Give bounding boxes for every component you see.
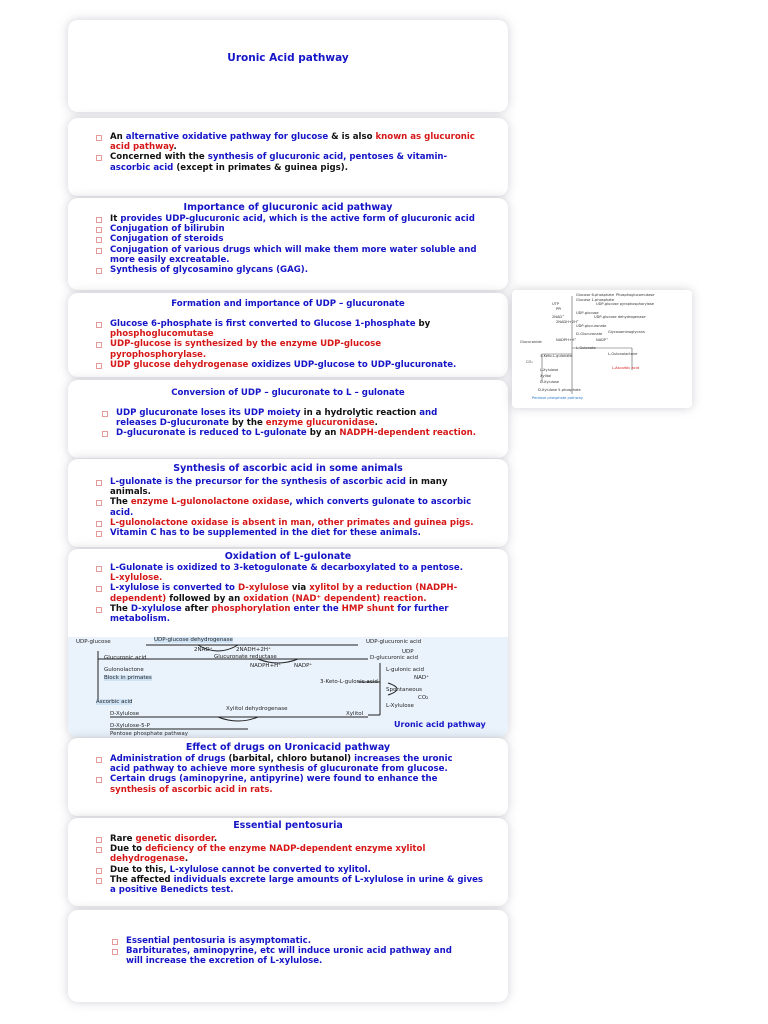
bullet-item	[94, 245, 484, 265]
slide-pentosuria-notes	[68, 910, 508, 1002]
bullet-text: phosphorylation	[211, 603, 291, 614]
bullet-item	[94, 214, 484, 224]
side-diagram-label: L-Ascorbic acid	[612, 366, 639, 370]
diagram-label: Gulonolactone	[104, 667, 144, 673]
bullet-text: NADPH-dependent reaction.	[339, 428, 477, 439]
slide-heading: Oxidation of L-gulonate	[224, 551, 352, 562]
bullet-text: UDP-glucose is synthesized by the enzyme UDP-glucose pyrophosphorylase.	[110, 339, 382, 360]
slide-udp-conversion	[68, 380, 508, 458]
bullet-item	[94, 834, 484, 844]
bullet-item	[100, 428, 480, 438]
slide-oxidation	[68, 549, 508, 737]
slide-heading: Formation and importance of UDP – glucuronate	[171, 299, 405, 309]
bullet-text: L-gulonate is the precursor for the synthesis of ascorbic acid	[110, 477, 406, 487]
side-diagram-label: Glucose 6-phosphate	[576, 293, 615, 297]
bullet-text: synthesis of ascorbic acid in rats.	[110, 784, 273, 795]
side-diagram-label: Phosphoglucomutase	[616, 293, 655, 297]
side-diagram-label: D-Xylulose 5-phosphate	[538, 388, 581, 392]
side-diagram-label: UDP-glucose	[576, 311, 599, 315]
bullet-text: enter the	[290, 603, 342, 614]
bullet-list	[94, 132, 484, 173]
bullet-text: which will make them more water soluble and more easily excreatable.	[110, 244, 477, 265]
bullet-text: L-xylulose cannot be converted to xylitol.	[169, 864, 371, 875]
side-diagram-label: NADPH+H⁺	[556, 338, 577, 342]
bullet-text: Due to this,	[110, 864, 170, 875]
side-diagram-label: UDP-glucose dehydrogenase	[594, 315, 646, 319]
bullet-text: and releases D-glucuronate	[116, 408, 438, 429]
bullet-text: D-xylulose	[130, 603, 182, 614]
bullet-text: UDP glucose dehydrogenase	[110, 359, 249, 370]
bullet-text: Barbiturates, aminopyrine, etc will induce uronic acid pathway and will increase the excretion of L-xylulose.	[126, 946, 452, 967]
slide-drugs	[68, 738, 508, 816]
bullet-item	[94, 265, 484, 275]
bullet-item	[94, 604, 474, 624]
bullet-text: by	[415, 319, 431, 329]
bullet-item	[94, 339, 474, 359]
bullet-text: The	[110, 603, 131, 614]
bullet-list	[94, 754, 474, 795]
bullet-item	[94, 319, 474, 339]
diagram-label: 2NADH+2H⁺	[236, 647, 271, 653]
bullet-text: L-gulonolactone oxidase is absent in man, other primates and guinea pigs.	[110, 517, 474, 528]
bullet-text: synthesis of glucuronic acid, pentoses & vitamin-ascorbic acid	[110, 152, 448, 173]
bullet-text: Conjugation of steroids	[110, 234, 224, 245]
diagram-label: D-glucuronic acid	[370, 655, 418, 661]
bullet-text: D-xylulose	[237, 583, 289, 594]
side-diagram-label: NADP⁺	[596, 338, 608, 342]
bullet-text: Concerned with the	[110, 152, 208, 163]
bullet-item	[94, 152, 484, 172]
diagram-label: NAD⁺	[414, 675, 430, 681]
side-diagram-label: UTP	[552, 302, 559, 306]
slide-heading: Essential pentosuria	[233, 820, 343, 831]
diagram-label: L-Xylulose	[386, 703, 414, 709]
bullet-item	[94, 497, 484, 517]
bullet-text: via	[288, 583, 310, 594]
bullet-text: xylitol by a reduction (NADPH-dependent)	[110, 583, 458, 604]
bullet-text: .	[213, 834, 218, 844]
diagram-label: Spontaneous	[386, 687, 422, 693]
diagram-label: Pentose phosphate pathway	[110, 731, 188, 737]
bullet-text: provides UDP-glucuronic acid, which is the active form of glucuronic acid	[120, 214, 475, 224]
bullet-text: L-Gulonate is oxidized to 3-ketogulonate & decarboxylated to a pentose.	[110, 563, 464, 573]
bullet-text: genetic disorder	[135, 834, 214, 844]
bullet-text: UDP glucuronate loses its UDP moiety	[116, 408, 301, 418]
bullet-list	[94, 477, 484, 538]
bullet-text: Due to	[110, 844, 146, 855]
side-diagram-label: 3-Keto-L-gulonate	[540, 354, 573, 358]
diagram-label: 2NAD⁺	[194, 647, 213, 653]
bullet-item	[94, 865, 484, 875]
side-pathway-diagram	[512, 290, 692, 408]
slide-heading: Effect of drugs on Uronicacid pathway	[185, 742, 391, 753]
bullet-item	[94, 528, 484, 538]
uronic-pathway-diagram	[68, 637, 508, 737]
side-diagram-label: 2NADH+2H⁺	[556, 320, 579, 324]
side-diagram-label: L-Gulonate	[576, 346, 596, 350]
slide-heading: Conversion of UDP – glucuronate to L – gulonate	[171, 388, 405, 398]
bullet-text: individuals excrete large amounts of L-xylulose in urine & gives a positive Benedicts test.	[110, 874, 484, 896]
bullet-text: by the	[228, 418, 266, 429]
bullet-text: (except in primates & guinea pigs).	[173, 162, 348, 173]
bullet-text: alternative oxidative pathway for glucose	[125, 132, 329, 142]
side-diagram-label: UDP-glucose pyrophosphorylase	[596, 302, 655, 306]
bullet-item	[94, 477, 484, 497]
bullet-item	[94, 360, 474, 370]
bullet-item	[110, 946, 470, 966]
bullet-item	[94, 563, 474, 583]
bullet-text: Essential pentosuria is asymptomatic.	[126, 936, 312, 946]
bullet-text: Vitamin C has to be supplemented in the diet for these animals.	[110, 528, 421, 539]
bullet-item	[94, 875, 484, 895]
bullet-item	[94, 234, 484, 244]
bullet-text: by an	[306, 428, 340, 439]
bullet-list	[94, 834, 484, 895]
diagram-label: Xylitol	[346, 711, 364, 717]
bullet-text: , which converts gulonate to ascorbic acid.	[110, 497, 472, 518]
side-diagram-label: Xylitol	[540, 374, 552, 378]
bullet-text: increases the uronic acid pathway to achieve more synthesis of glucuronate from glucose.	[110, 754, 453, 775]
bullet-text: The affected	[110, 874, 174, 885]
bullet-text: in a hydrolytic reaction	[300, 408, 420, 418]
bullet-text: Administration of drugs	[110, 754, 226, 764]
diagram-label: UDP-glucose	[76, 639, 111, 645]
bullet-list	[110, 936, 470, 967]
bullet-text: (barbital, chloro butanol)	[225, 754, 355, 764]
diagram-label: CO₂	[418, 695, 429, 701]
side-diagram-label: D-Xylulose	[540, 380, 560, 384]
bullet-text: for further metabolism.	[110, 603, 449, 625]
page-title: Uronic Acid pathway	[227, 52, 349, 64]
bullet-text: Glucose 6-phosphate is first converted to Glucose 1-phosphate	[110, 319, 416, 329]
diagram-label: Glucuronic acid	[104, 655, 147, 661]
bullet-list	[94, 319, 474, 370]
diagram-label: 3-Keto-L-gulonic acid	[320, 679, 378, 685]
bullet-text: D-glucuronate is reduced to L-gulonate	[116, 428, 307, 439]
bullet-list	[94, 214, 484, 275]
bullet-text: L-xylulose.	[110, 573, 163, 584]
bullet-item	[94, 844, 484, 864]
bullet-item	[94, 132, 484, 152]
diagram-label: UDP-glucuronic acid	[366, 639, 422, 645]
side-diagram-label: CO₂	[526, 360, 533, 364]
bullet-text: reaction.	[380, 593, 427, 604]
bullet-item	[94, 518, 484, 528]
bullet-item	[110, 936, 470, 946]
bullet-text: .	[184, 854, 189, 865]
side-diagram-label: L-Gulonolactone	[608, 352, 638, 356]
diagram-label: UDP	[402, 649, 414, 655]
bullet-item	[94, 224, 484, 234]
bullet-list	[94, 563, 474, 624]
diagram-caption: Uronic acid pathway	[394, 720, 486, 729]
bullet-text: phosphoglucomutase	[110, 329, 214, 340]
diagram-label: UDP-glucose dehydrogenase	[154, 637, 233, 643]
slide-importance	[68, 198, 508, 290]
slide-heading: Synthesis of ascorbic acid in some animals	[173, 463, 403, 474]
slide-title	[68, 20, 508, 112]
bullet-text: after	[181, 603, 212, 614]
slide-intro	[68, 118, 508, 196]
diagram-label: Glucuronate reductase	[214, 654, 277, 660]
side-diagram-label: D-Glucuronate	[576, 332, 603, 336]
bullet-item	[94, 583, 474, 603]
side-diagram-label: 2NAD⁺	[552, 315, 565, 319]
slide-pentosuria	[68, 818, 508, 906]
diagram-label: NADPH+H⁺	[250, 663, 282, 669]
diagram-label: L-gulonic acid	[386, 667, 425, 673]
bullet-text: L-xylulose is converted to	[110, 583, 238, 594]
slide-heading: Importance of glucuronic acid pathway	[183, 202, 393, 213]
side-diagram-label: PPi	[556, 307, 562, 311]
diagram-label: Xylitol dehydrogenase	[226, 706, 288, 712]
bullet-text: deficiency of the enzyme NADP-dependent enzyme xylitol dehydrogenase	[110, 844, 426, 865]
bullet-item	[94, 774, 474, 794]
bullet-item	[100, 408, 480, 428]
diagram-label: D-Xylulose	[110, 711, 140, 717]
bullet-text: .	[173, 142, 177, 153]
bullet-text: known as glucuronic acid pathway	[110, 132, 475, 153]
bullet-text: Conjugation of various drugs	[110, 244, 251, 255]
bullet-list	[100, 408, 480, 439]
side-diagram-label: Glucuronide	[520, 340, 542, 344]
bullet-text: in many animals.	[110, 477, 448, 498]
bullet-item	[94, 754, 474, 774]
bullet-text: oxidizes UDP-glucose to UDP-glucuronate.	[248, 359, 457, 370]
bullet-text: It	[110, 214, 121, 224]
bullet-text: An	[110, 132, 126, 142]
slide-ascorbic	[68, 459, 508, 547]
diagram-label: NADP⁺	[294, 663, 313, 669]
side-diagram-label: Glucose 1-phosphate	[576, 298, 615, 302]
bullet-text: oxidation (NAD⁺ dependent)	[243, 593, 381, 604]
bullet-text: HMP shunt	[341, 603, 395, 614]
bullet-text: Conjugation of bilirubin	[110, 224, 225, 235]
side-diagram-label: L-Xylulose	[540, 368, 559, 372]
diagram-label: Ascorbic acid	[96, 699, 133, 705]
side-diagram-label: UDP-glucuronate	[576, 324, 607, 328]
bullet-text: .	[374, 418, 378, 429]
diagram-label: Block in primates	[104, 675, 152, 681]
bullet-text: enzyme L-gulonolactone oxidase	[130, 497, 290, 508]
side-diagram-label: Glycosaminoglycans	[608, 330, 645, 334]
bullet-text: enzyme glucuronidase	[265, 418, 375, 429]
side-diagram-label: Pentose phosphate pathway	[532, 396, 583, 400]
bullet-text: Certain drugs (aminopyrine, antipyrine) were found to enhance the	[110, 774, 438, 785]
bullet-text: followed by an	[166, 593, 244, 604]
bullet-text: & is also	[328, 132, 376, 142]
bullet-text: Synthesis of glycosamino glycans (GAG).	[110, 265, 308, 276]
bullet-text: Rare	[110, 834, 136, 844]
bullet-text: The	[110, 497, 131, 508]
diagram-label: D-Xylulose-5-P	[110, 723, 150, 729]
slide-udp-formation	[68, 293, 508, 377]
